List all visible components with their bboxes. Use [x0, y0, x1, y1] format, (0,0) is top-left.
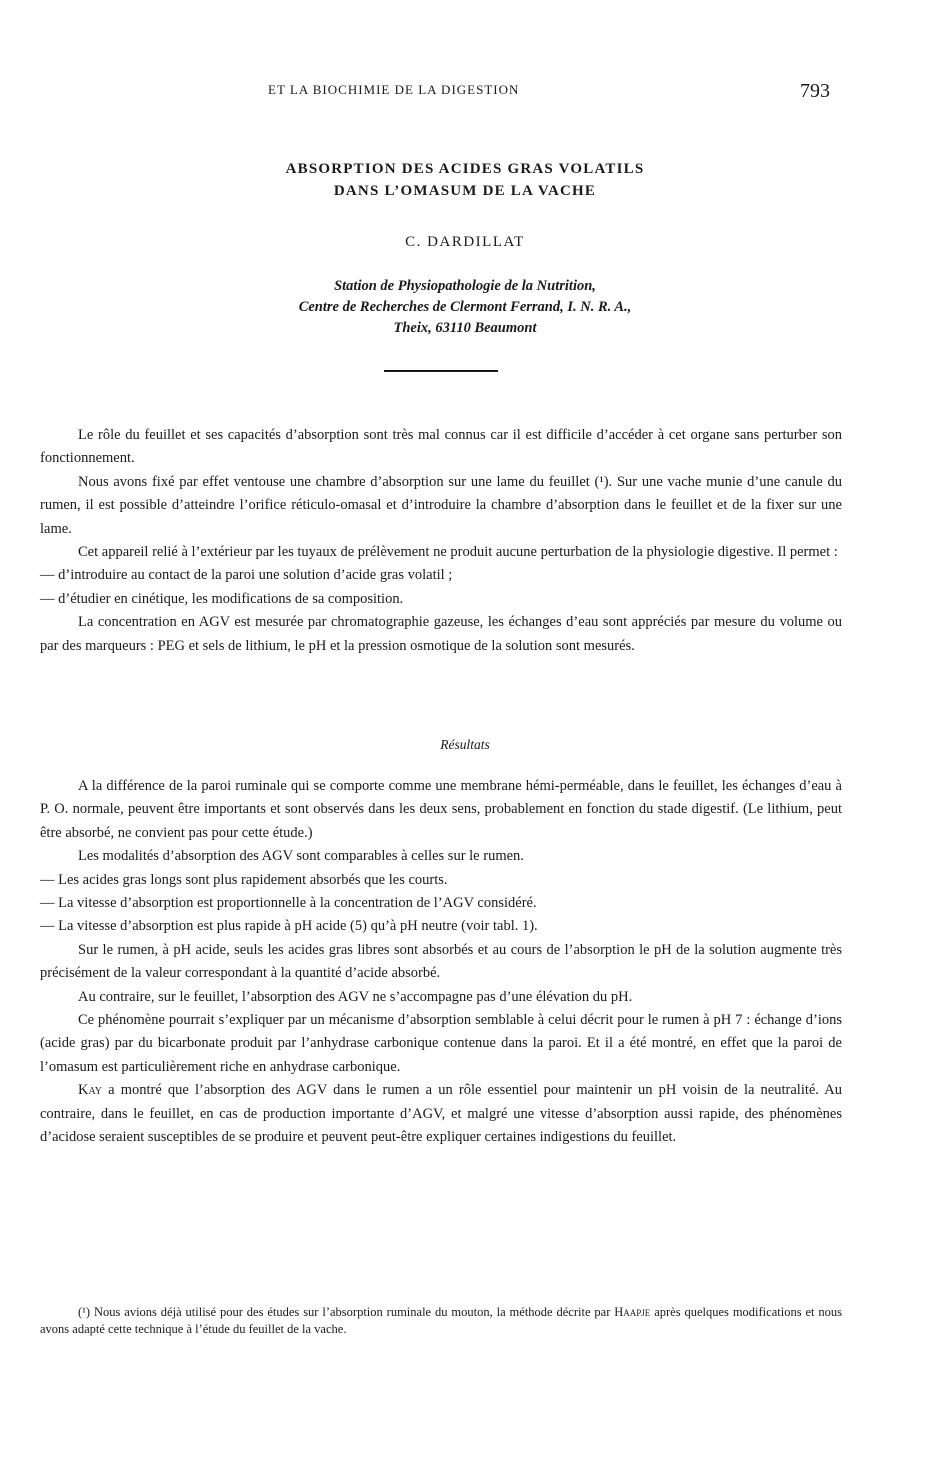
title-separator-rule — [384, 370, 498, 372]
dash-item: — La vitesse d’absorption est proportionnelle à la concentration de l’AGV considéré. — [40, 895, 537, 912]
paragraph: Les modalités d’absorption des AGV sont comparables à celles sur le rumen. — [78, 848, 524, 865]
affiliation-line-3: Theix, 63110 Beaumont — [393, 320, 537, 336]
section-title: Résultats — [440, 737, 490, 752]
dash-item: — Les acides gras longs sont plus rapidement absorbés que les courts. — [40, 871, 448, 888]
paragraph: La concentration en AGV est mesurée par chromatographie gazeuse, les échanges d’eau sont appréciés par mesure du volume ou par des marqueurs : PEG et sels de lithium, le pH et la pression osmotique de la solution sont mesurés. — [40, 614, 842, 654]
author-name-kay: Kay — [78, 1082, 102, 1099]
footnote-text-after: après quelques modifications et nous avons adapté cette technique à l’étude du feuillet de la vache. — [40, 1305, 842, 1336]
introduction — [40, 424, 842, 658]
article-title — [0, 158, 930, 202]
paragraph-text: a montré que l’absorption des AGV dans le rumen a un rôle essentiel pour maintenir un pH voisin de la neutralité. Au contraire, dans le feuillet, en cas de production importante d’AGV, et malgré une vitesse d’absorption aussi rapide, des phénomènes d’acidose seraient susceptibles de se produire et peuvent peut-être expliquer certaines indigestions du feuillet. — [40, 1082, 842, 1146]
title-line-2: DANS L’OMASUM DE LA VACHE — [333, 183, 597, 199]
running-head: ET LA BIOCHIMIE DE LA DIGESTION — [268, 82, 520, 97]
page-number: 793 — [800, 80, 830, 102]
paragraph: Nous avons fixé par effet ventouse une chambre d’absorption sur une lame du feuillet (¹). Sur une vache munie d’une canule du rumen, il est possible d’atteindre l’orifice réticulo-omasal et d’introduire la chambre d’absorption dans le feuillet et de la fixer sur une lame. — [40, 473, 842, 537]
affiliation — [0, 276, 930, 339]
footnote-text — [40, 1304, 842, 1337]
footnote — [40, 1304, 842, 1337]
dash-item: — d’étudier en cinétique, les modifications de sa composition. — [40, 590, 404, 607]
title-line-1: ABSORPTION DES ACIDES GRAS VOLATILS — [285, 161, 645, 177]
affiliation-line-1: Station de Physiopathologie de la Nutrition, — [334, 278, 596, 294]
paragraph: Au contraire, sur le feuillet, l’absorption des AGV ne s’accompagne pas d’une élévation du pH. — [78, 988, 633, 1005]
author: C. DARDILLAT — [405, 234, 525, 250]
footnote-text-before: Nous avions déjà utilisé pour des études sur l’absorption ruminale du mouton, la méthode décrite par — [90, 1305, 615, 1319]
dash-item: — d’introduire au contact de la paroi une solution d’acide gras volatil ; — [40, 567, 453, 584]
author-name-haapje: Haapje — [614, 1305, 651, 1319]
results-section — [40, 775, 842, 1150]
paragraph: A la différence de la paroi ruminale qui se comporte comme une membrane hémi-perméable, dans le feuillet, les échanges d’eau à P. O. normale, peuvent être importants et sont observés dans les deux sens, probablement en fonction du stade digestif. (Le lithium, peut être absorbé, ne convient pas pour cette étude.) — [40, 778, 842, 841]
paragraph — [40, 1079, 842, 1149]
paragraph: Le rôle du feuillet et ses capacités d’absorption sont très mal connus car il est difficile d’accéder à cet organe sans perturber son fonctionnement. — [40, 427, 842, 467]
footnote-marker: (¹) — [78, 1305, 91, 1319]
paragraph: Sur le rumen, à pH acide, seuls les acides gras libres sont absorbés et au cours de l’absorption le pH de la solution augmente très précisément de la valeur correspondant à la quantité d’acide absorbé. — [40, 941, 842, 982]
dash-item: — La vitesse d’absorption est plus rapide à pH acide (5) qu’à pH neutre (voir tabl. 1). — [40, 918, 538, 935]
paragraph: Cet appareil relié à l’extérieur par les tuyaux de prélèvement ne produit aucune perturbation de la physiologie digestive. Il permet : — [78, 544, 838, 561]
paragraph: Ce phénomène pourrait s’expliquer par un mécanisme d’absorption semblable à celui décrit pour le rumen à pH 7 : échange d’ions (acide gras) par du bicarbonate produit par l’anhydrase carbonique contenue dans la paroi. Et il a été montré, en effet que la paroi de l’omasum est particulièrement riche en anhydrase carbonique. — [40, 1012, 842, 1075]
affiliation-line-2: Centre de Recherches de Clermont Ferrand, I. N. R. A., — [298, 299, 632, 315]
